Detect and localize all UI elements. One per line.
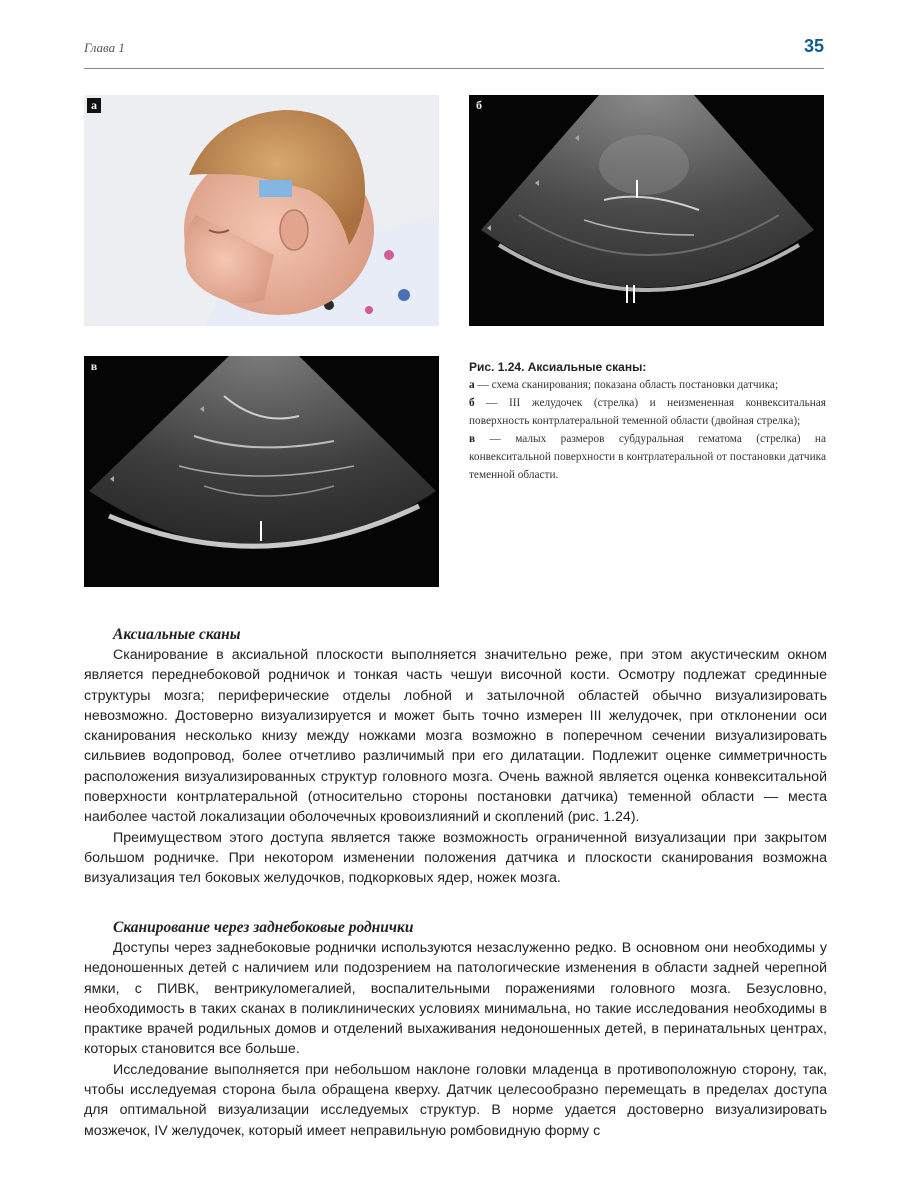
- figure-panel-b-ultrasound: [469, 95, 824, 326]
- section-posterolateral-fontanelles: [84, 918, 827, 1141]
- section-title: Аксиальные сканы: [113, 626, 241, 643]
- figure-panel-a-photo: [84, 95, 439, 326]
- ultrasound-scan-v: [84, 356, 439, 587]
- paragraph: Сканирование в аксиальной плоскости выполняется значительно реже, при этом акустическим окном является переднебоковой родничок и тонкая часть чешуи височной кости. Осмотру подлежат срединные структуры мозга; периферические отделы лобной и затылочной областей обычно визуализировать невозможно. Достоверно визуализируется и может быть точно измерен III желудочек, при отклонении оси сканирования несколько книзу между ножками мозга возможно в поперечном сечении визуализировать сильвиев водопровод, более отчетливо различимый при его дилатации. Подлежит оценке симметричность расположения визуализированных структур головного мозга. Очень важной является оценка конвекситальной поверхности контрлатеральной (относительно стороны постановки датчика) теменной области — места наиболее частой локализации оболочечных кровоизлияний и скоплений (рис. 1.24).: [84, 647, 827, 826]
- page-number: 35: [803, 36, 824, 56]
- panel-letter-v: в: [90, 359, 98, 373]
- caption-item-a: а — схема сканирования; показана область постановки датчика;: [469, 379, 779, 391]
- panel-letter-a: а: [87, 98, 101, 113]
- probe-position-marker: [259, 180, 292, 197]
- panel-letter-b: б: [476, 98, 482, 112]
- paragraph: Доступы через заднебоковые роднички используются незаслуженно редко. В основном они необходимы у недоношенных детей с наличием или подозрением на патологические изменения в области задней черепной ямки, с ПИВК, вентрикуломегалией, воспалительными поражениями головного мозга. Безусловно, необходимость в таких сканах в поликлинических условиях минимальна, но такие исследования необходимы в практике врачей родильных домов и отделений выхаживания недоношенных детей, в перинатальных центрах, которых становится все больше.: [84, 940, 827, 1058]
- caption-item-b: б — III желудочек (стрелка) и неизмененная конвекситальная поверхность контрлатеральной теменной области (двойная стрелка);: [469, 397, 826, 427]
- caption-item-v: в — малых размеров субдуральная гематома (стрелка) на конвекситальной поверхности в контрлатеральной от постановки датчика теменной области.: [469, 433, 826, 481]
- paragraph: Исследование выполняется при небольшом наклоне головки младенца в противоположную сторону, так, чтобы исследуемая сторона была обращена кверху. Датчик целесообразно перемещать в пределах доступа для оптимальной визуализации исследуемых структур. В норме удается достоверно визуализировать мозжечок, IV желудочек, который имеет неправильную ромбовидную форму с: [84, 1061, 827, 1139]
- paragraph: Преимуществом этого доступа является также возможность ограниченной визуализации при закрытом большом родничке. При некотором изменении положения датчика и плоскости сканирования возможна визуализация тел боковых желудочков, подкорковых ядер, ножек мозга.: [84, 829, 827, 887]
- ultrasound-scan-b: [469, 95, 824, 326]
- figure-caption: [469, 358, 826, 484]
- infant-photo-illustration: [84, 95, 439, 326]
- section-axial-scans: [84, 625, 827, 889]
- section-title: Сканирование через заднебоковые роднички: [113, 919, 414, 936]
- caption-title: Рис. 1.24. Аксиальные сканы:: [469, 360, 647, 374]
- page-header: [84, 38, 824, 69]
- figure-panel-v-ultrasound: [84, 356, 439, 587]
- chapter-label: Глава 1: [84, 40, 125, 55]
